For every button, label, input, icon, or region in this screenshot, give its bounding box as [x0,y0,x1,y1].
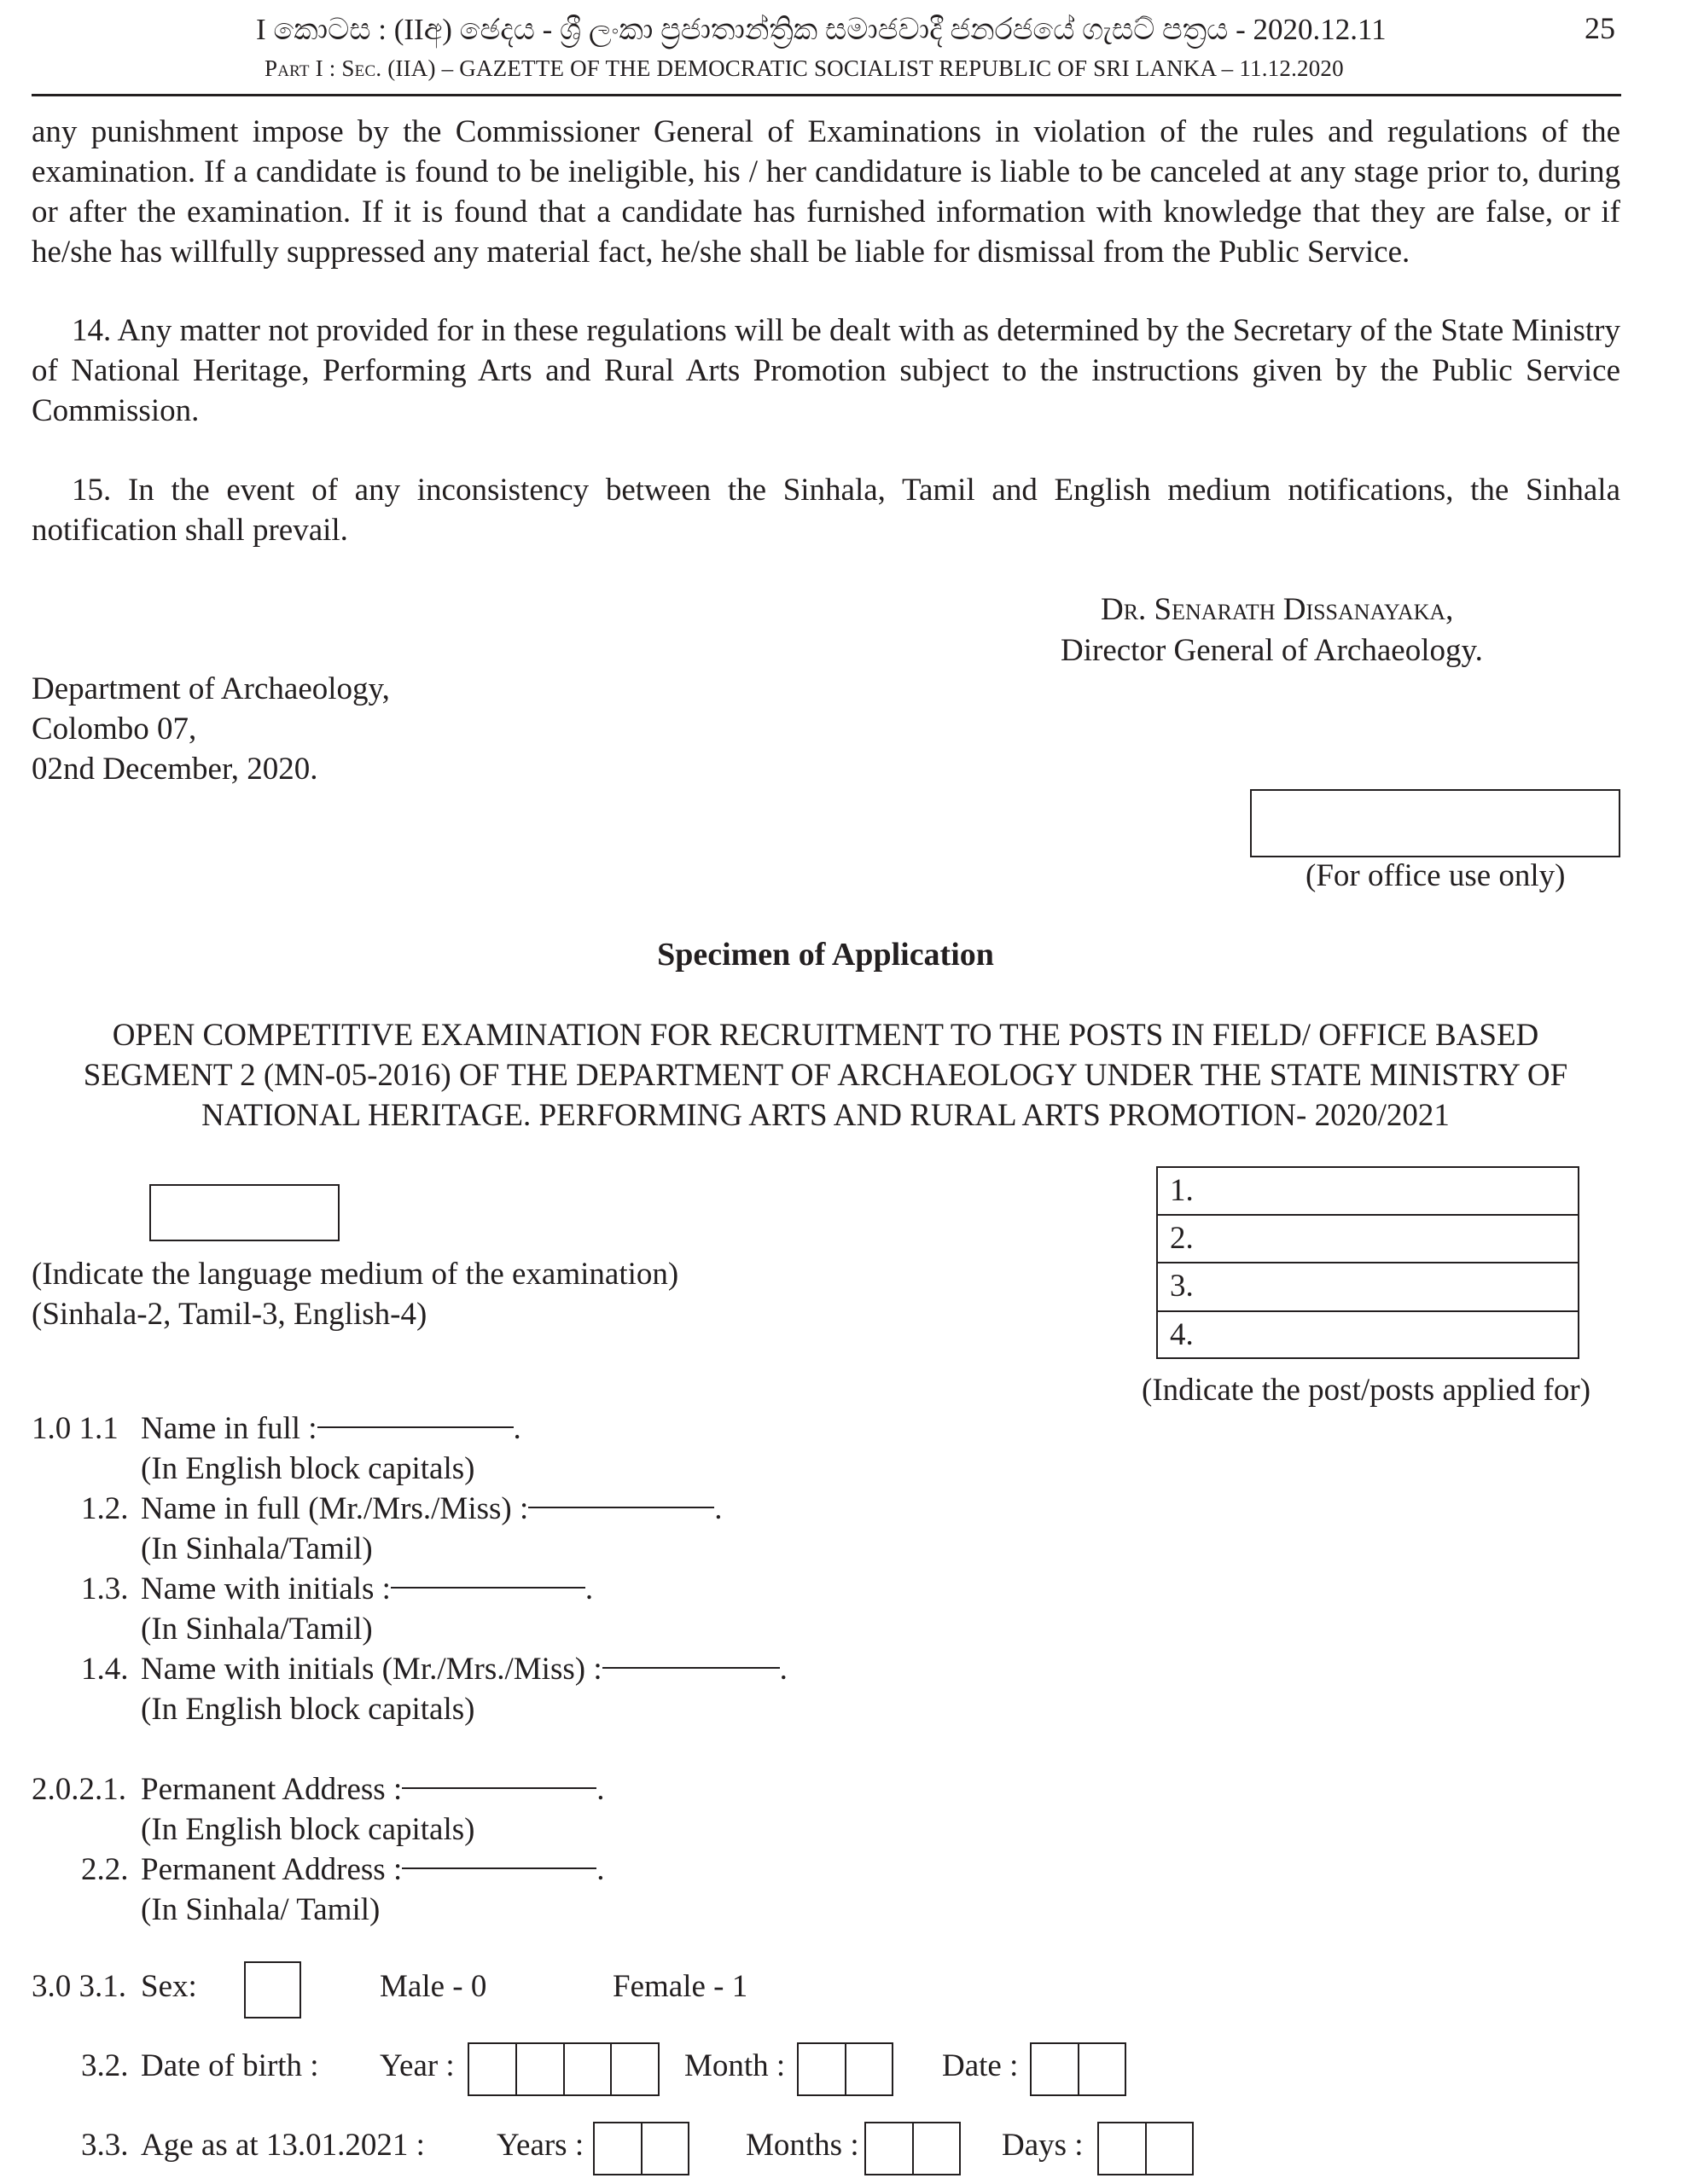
dob-year-boxes[interactable] [468,2042,660,2096]
section-1-3-number: 1.3. [81,1571,129,1606]
age-days-label: Days : [1002,2128,1084,2163]
address-line-1: Department of Archaeology, [32,671,390,706]
dob-date-boxes[interactable] [1030,2042,1126,2096]
age-years-boxes[interactable] [593,2122,689,2175]
age-days-boxes[interactable] [1097,2122,1194,2175]
paragraph-15: 15. In the event of any inconsistency between the Sinhala, Tamil and English medium notifications, the Sinhala notification shall prevail. [32,473,1620,548]
post-row-3[interactable]: 3. [1156,1263,1579,1311]
name-full-sinhala-note: (In Sinhala/Tamil) [141,1531,373,1566]
address-sinhala-note: (In Sinhala/ Tamil) [141,1892,381,1927]
initials-english-field[interactable]: Name with initials (Mr./Mrs./Miss) : . [141,1652,788,1687]
section-2-number: 2.0.2.1. [32,1772,126,1807]
section-1-2-number: 1.2. [81,1491,129,1526]
initials-sinhala-field[interactable]: Name with initials : . [141,1571,594,1606]
section-1-4-number: 1.4. [81,1652,129,1687]
office-use-box[interactable] [1250,789,1620,857]
address-english-note: (In English block capitals) [141,1812,475,1847]
section-1-number: 1.0 1.1 [32,1411,119,1446]
age-months-label: Months : [746,2128,859,2163]
section-3-3-number: 3.3. [81,2128,129,2163]
exam-title-line-2: SEGMENT 2 (MN-05-2016) OF THE DEPARTMENT OF ARCHAEOLOGY UNDER THE STATE MINISTRY OF [83,1058,1568,1093]
age-months-boxes[interactable] [864,2122,961,2175]
female-code: Female - 1 [613,1969,748,2004]
paragraph-14: 14. Any matter not provided for in these regulations will be dealt with as determined by the Secretary of the State Ministry of National Heritage, Performing Arts and Rural Arts Promotion subject to the instructions given by the Public Service Commission. [32,313,1620,428]
address-line-2: Colombo 07, [32,712,197,746]
language-medium-box[interactable] [149,1184,340,1241]
name-full-english-field[interactable]: Name in full : . [141,1411,521,1446]
signatory-name: Dr. Senarath Dissanayaka, [1101,592,1454,627]
medium-options: (Sinhala-2, Tamil-3, English-4) [32,1297,427,1332]
post-row-4[interactable]: 4. [1156,1311,1579,1360]
signatory-title: Director General of Archaeology. [1061,633,1483,668]
sex-input-box[interactable] [244,1961,301,2018]
specimen-title: Specimen of Application [657,937,994,973]
name-full-sinhala-field[interactable]: Name in full (Mr./Mrs./Miss) : . [141,1491,723,1526]
page-number: 25 [1585,11,1615,45]
posts-table [1156,1166,1579,1359]
section-2-2-number: 2.2. [81,1852,129,1887]
male-code: Male - 0 [380,1969,487,2004]
initials-sinhala-note: (In Sinhala/Tamil) [141,1612,373,1647]
dob-month-boxes[interactable] [797,2042,893,2096]
header-rule [32,94,1621,96]
post-row-2[interactable]: 2. [1156,1215,1579,1263]
section-3-2-number: 3.2. [81,2048,129,2083]
address-date: 02nd December, 2020. [32,752,318,787]
initials-english-note: (In English block capitals) [141,1692,475,1727]
section-3-number: 3.0 3.1. [32,1969,126,2004]
medium-instruction: (Indicate the language medium of the examination) [32,1257,679,1292]
exam-title-line-3: NATIONAL HERITAGE. PERFORMING ARTS AND RURAL ARTS PROMOTION- 2020/2021 [201,1098,1450,1133]
paragraph-13-continued: any punishment impose by the Commissioner General of Examinations in violation of the rules and regulations of the examination. If a candidate is found to be ineligible, his / her candidature is liable to be canceled at any stage prior to, during or after the examination. If it is found that a candidate has furnished information with knowledge that they are false, or if he/she has willfully suppressed any material fact, he/she shall be liable for dismissal from the Public Service. [32,114,1620,270]
office-use-label: (For office use only) [1305,858,1566,893]
name-full-english-note: (In English block capitals) [141,1451,475,1486]
dob-month-label: Month : [684,2048,786,2083]
address-sinhala-field[interactable]: Permanent Address : . [141,1852,605,1887]
post-row-1[interactable]: 1. [1156,1166,1579,1215]
dob-label: Date of birth : [141,2048,319,2083]
header-title-sinhala: I කොටස : (IIඅ) ඡෙදය - ශ්‍රී ලංකා ප්‍රජාතාන්ත්‍රික සමාජවාදී ජනරජයේ ගැසට් පත්‍රය - 2020.12.11 [256,13,1387,46]
age-label: Age as at 13.01.2021 : [141,2128,425,2163]
header-title-english: Part I : Sec. (IIA) – GAZETTE OF THE DEMOCRATIC SOCIALIST REPUBLIC OF SRI LANKA – 11.12.2020 [265,55,1344,81]
dob-date-label: Date : [942,2048,1019,2083]
exam-title-line-1: OPEN COMPETITIVE EXAMINATION FOR RECRUITMENT TO THE POSTS IN FIELD/ OFFICE BASED [112,1018,1539,1053]
sex-label: Sex: [141,1969,197,2004]
posts-caption: (Indicate the post/posts applied for) [1142,1373,1591,1408]
dob-year-label: Year : [380,2048,455,2083]
address-english-field[interactable]: Permanent Address : . [141,1772,605,1807]
age-years-label: Years : [497,2128,584,2163]
